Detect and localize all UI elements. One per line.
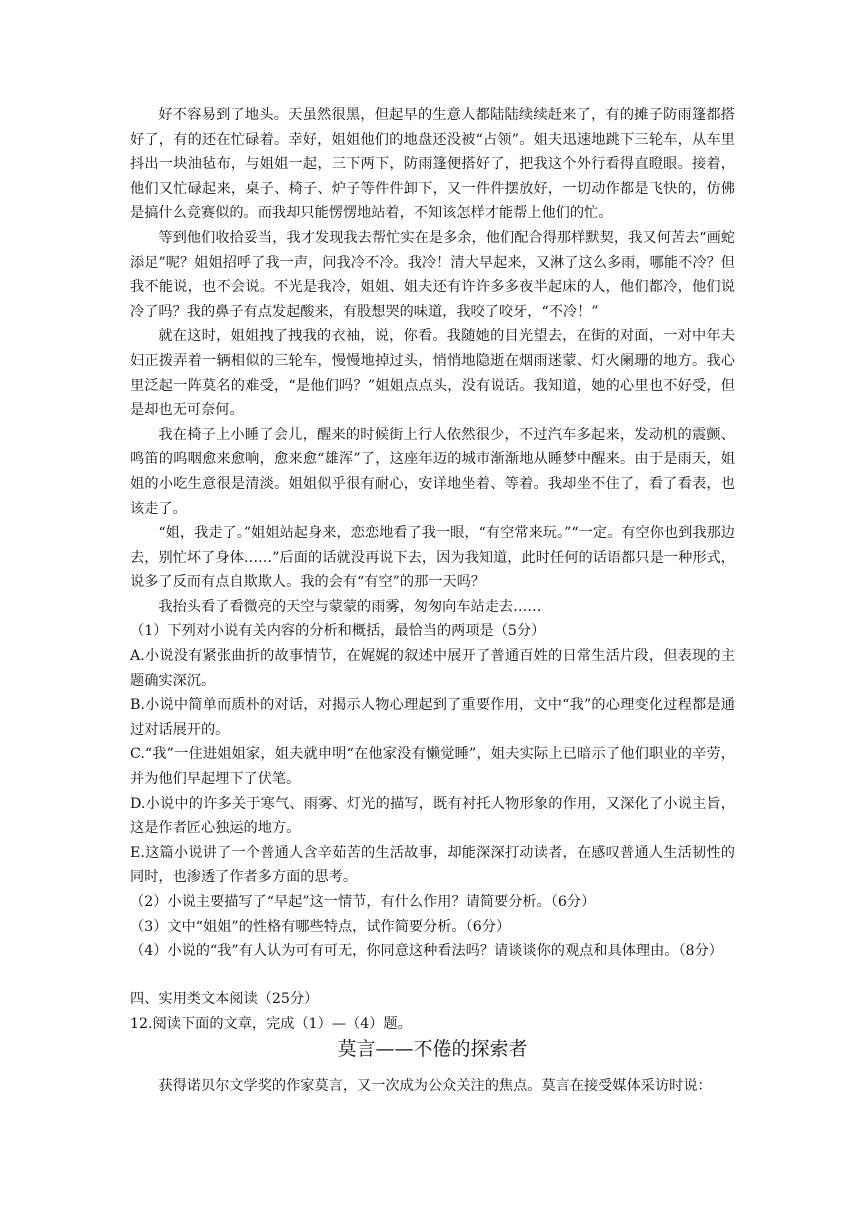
option-c: C.“我”一住进姐姐家，姐夫就申明“在他家没有懒觉睡”，姐夫实际上已暗示了他们职业的辛劳，并为他们早起埋下了伏笔。 — [130, 746, 735, 788]
option-b: B.小说中简单而质朴的对话，对揭示人物心理起到了重要作用，文中“我”的心理变化过程都是通过对话展开的。 — [130, 697, 735, 738]
option-d: D.小说中的许多关于寒气、雨雾、灯光的描写，既有衬托人物形象的作用，又深化了小说主旨，这是作者匠心独运的地方。 — [130, 795, 735, 837]
story-paragraph: 好不容易到了地头。天虽然很黑，但起早的生意人都陆陆续续赶来了，有的摊子防雨篷都搭好了，有的还在忙碌着。幸好，姐姐他们的地盘还没被“占领”。姐夫迅速地跳下三轮车，从车里抖出一块油毡布，与姐姐一起，三下两下，防雨篷便搭好了，把我这个外行看得直瞪眼。接着，他们又忙碌起来，桌子、椅子、炉子等件件卸下，又一件件摆放好，一切动作都是飞快的，仿佛是搞什么竞赛似的。而我却只能愣愣地站着，不知该怎样才能帮上他们的忙。 — [130, 107, 735, 222]
story-paragraph: 就在这时，姐姐拽了拽我的衣袖，说，你看。我随她的目光望去，在街的对面，一对中年夫妇正拨弄着一辆相似的三轮车，慢慢地掉过头，悄悄地隐逝在烟雨迷蒙、灯火阑珊的地方。我心里泛起一阵莫名的难受，“是他们吗？”姐姐点点头，没有说话。我知道，她的心里也不好受，但是却也无可奈何。 — [130, 328, 735, 419]
option-a: A.小说没有紧张曲折的故事情节，在娓娓的叙述中展开了普通百姓的日常生活片段，但表现的主题确实深沉。 — [130, 648, 735, 689]
story-paragraph: 等到他们收拾妥当，我才发现我去帮忙实在是多余，他们配合得那样默契，我又何苦去“画蛇添足”呢？姐姐招呼了我一声，问我冷不冷。我冷！清大早起来，又淋了这么多雨，哪能不冷？但我不能说，也不会说。不光是我冷，姐姐、姐夫还有许许多多夜半起床的人，他们都冷，他们说冷了吗？我的鼻子有点发起酸来，有股想哭的味道，我咬了咬牙，“不冷！” — [130, 229, 735, 320]
article-title: 莫言——不倦的探索者 — [337, 1038, 528, 1060]
option-e: E.这篇小说讲了一个普通人含辛茹苦的生活故事，却能深深打动读者，在感叹普通人生活韧性的同时，也渗透了作者多方面的思考。 — [130, 844, 735, 886]
question-3: （3）文中“姐姐”的性格有哪些特点，试作简要分析。（6分） — [130, 918, 511, 935]
section-instruction: 12.阅读下面的文章，完成（1）—（4）题。 — [130, 1015, 412, 1032]
story-text — [130, 103, 735, 964]
section-heading: 四、实用类文本阅读（25分） — [130, 991, 319, 1007]
story-paragraph: 我抬头看了看微亮的天空与蒙蒙的雨雾，匆匆向车站走去…… — [158, 598, 542, 615]
article-paragraph: 获得诺贝尔文学奖的作家莫言，又一次成为公众关注的焦点。莫言在接受媒体采访时说： — [158, 1078, 712, 1094]
question-4: （4）小说的“我”有人认为可有可无，你同意这种看法吗？请谈谈你的观点和具体理由。（8分） — [130, 943, 723, 960]
section-4-header — [130, 987, 735, 1036]
question-2: （2）小说主要描写了“早起”这一情节，有什么作用？请简要分析。（6分） — [130, 894, 596, 910]
story-paragraph: 我在椅子上小睡了会儿，醒来的时候街上行人依然很少，不过汽车多起来，发动机的震颤、鸣笛的呜咽愈来愈响，愈来愈“雄浑”了，这座年迈的城市渐渐地从睡梦中醒来。由于是雨天，姐姐的小吃生意很是清淡。姐姐似乎很有耐心，安详地坐着、等着。我却坐不住了，看了看表，也该走了。 — [130, 426, 735, 517]
article-intro — [130, 1074, 735, 1099]
story-paragraph: “姐，我走了。”姐姐站起身来，恋恋地看了我一眼，“有空常来玩。”“一定。有空你也到我那边去，别忙坏了身体……”后面的话就没再说下去，因为我知道，此时任何的话语都只是一种形式，说多了反而有点自欺欺人。我的会有“有空”的那一天吗？ — [130, 525, 735, 591]
question-1: （1）下列对小说有关内容的分析和概括，最恰当的两项是（5分） — [130, 623, 546, 640]
